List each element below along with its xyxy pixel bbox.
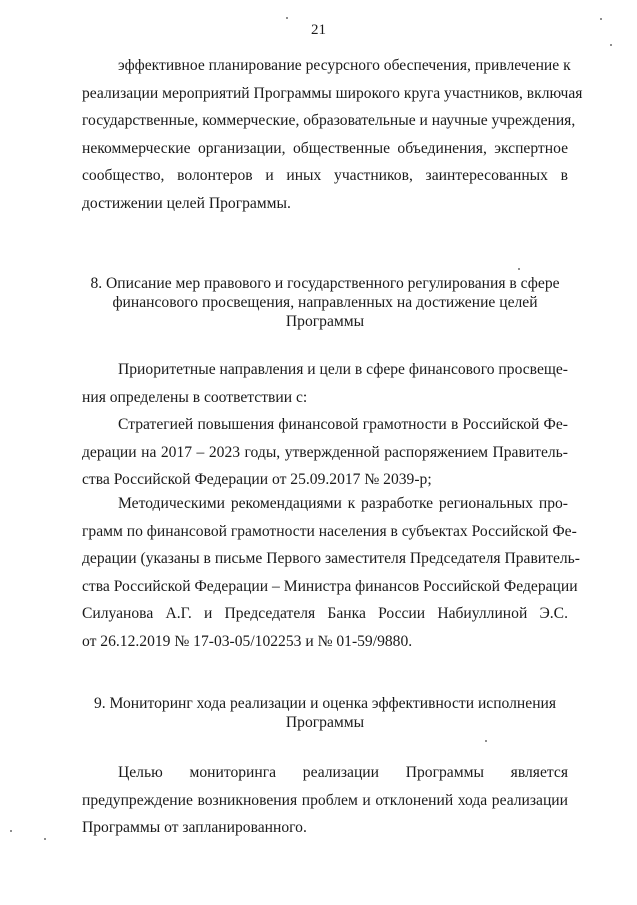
- section-9-heading: [82, 694, 568, 732]
- section-8-paragraph-1: [82, 356, 568, 411]
- scan-speck: [518, 268, 520, 270]
- heading-line: 9. Мониторинг хода реализации и оценка эффективности исполнения: [93, 695, 557, 712]
- heading-line: Программы: [285, 714, 365, 731]
- heading-line: финансового просвещения, направленных на достижение целей: [112, 294, 538, 311]
- text-line: Стратегией повышения финансовой грамотности в Российской Фе-: [118, 416, 568, 433]
- text-line: грамм по финансовой грамотности населения в субъектах Российской Фе-: [82, 522, 577, 540]
- scan-speck: [610, 44, 612, 46]
- text-line: сообщество, волонтеров и иных участников, заинтересованных в: [82, 167, 568, 185]
- heading-line: 8. Описание мер правового и государственного регулирования в сфере: [90, 275, 560, 292]
- heading-line: Программы: [285, 313, 365, 330]
- text-line: реализации мероприятий Программы широкого круга участников, включая: [82, 84, 583, 102]
- text-line: государственные, коммерческие, образовательные и научные учреждения,: [82, 112, 576, 130]
- text-line: некоммерческие организации, общественные объединения, экспертное: [82, 139, 568, 157]
- text-line: Силуанова А.Г. и Председателя Банка России Набиуллиной Э.С.: [82, 605, 568, 623]
- section-8-heading: [82, 274, 568, 331]
- intro-paragraph: [82, 52, 583, 218]
- page-number: 21: [311, 22, 326, 38]
- text-line: Приоритетные направления и цели в сфере финансового просвеще-: [118, 361, 568, 378]
- text-line: от 26.12.2019 № 17-03-05/102253 и № 01-59/9880.: [82, 632, 413, 650]
- scan-speck: [286, 17, 288, 19]
- section-8-paragraph-3: [82, 490, 580, 656]
- text-line: ства Российской Федерации – Министра финансов Российской Федерации: [82, 577, 578, 595]
- text-line: Целью мониторинга реализации Программы является: [118, 764, 568, 781]
- text-line: эффективное планирование ресурсного обеспечения, привлечение к: [118, 57, 571, 74]
- scan-speck: [10, 830, 12, 832]
- text-line: дерации (указаны в письме Первого заместителя Председателя Правитель-: [82, 550, 580, 568]
- text-line: ства Российской Федерации от 25.09.2017 № 2039-р;: [82, 471, 432, 489]
- text-line: ния определены в соответствии с:: [82, 388, 308, 406]
- section-9-paragraph-1: [82, 759, 568, 842]
- text-line: дерации на 2017 – 2023 годы, утвержденной распоряжением Правитель-: [82, 443, 568, 461]
- scan-speck: [485, 740, 487, 742]
- text-line: Методическими рекомендациями к разработке региональных про-: [118, 495, 568, 512]
- text-line: предупреждение возникновения проблем и отклонений хода реализации: [82, 791, 568, 809]
- scan-speck: [600, 18, 602, 20]
- text-line: Программы от запланированного.: [82, 819, 307, 837]
- section-8-paragraph-2: [82, 411, 568, 494]
- text-line: достижении целей Программы.: [82, 194, 291, 212]
- scan-speck: [44, 838, 46, 840]
